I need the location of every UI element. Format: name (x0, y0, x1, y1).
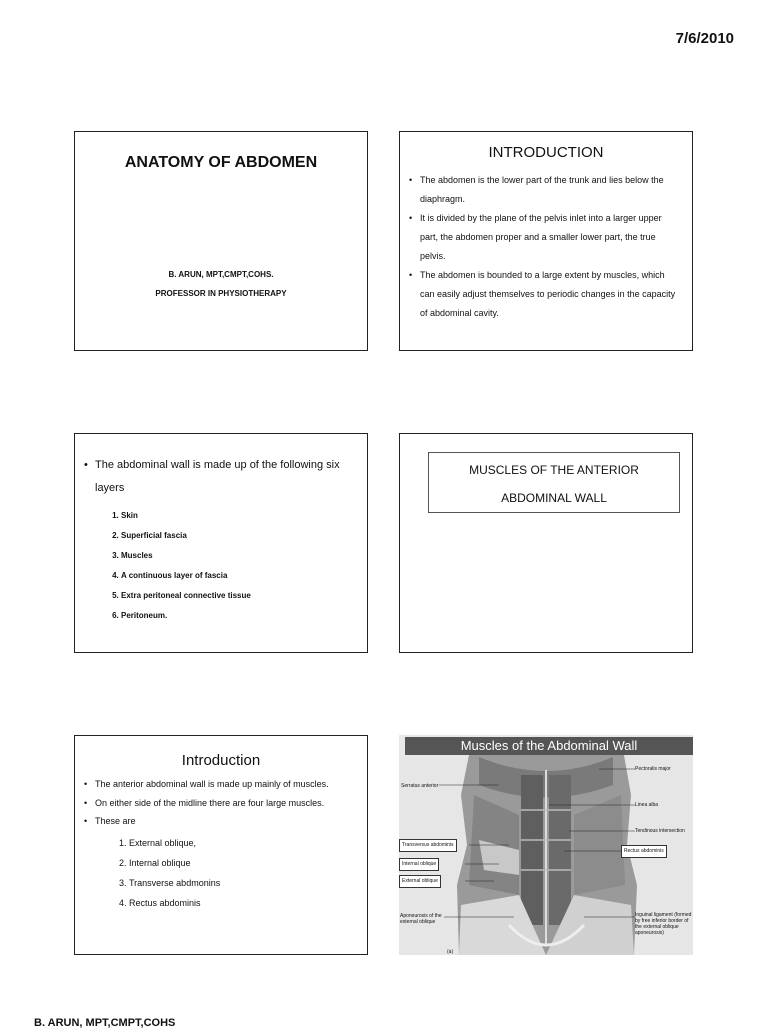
slide-title: ANATOMY OF ABDOMEN (124, 154, 318, 171)
list-item: 1. External oblique, (129, 833, 367, 853)
label-inguinal: Inguinal ligament (formed by free inferior border of the external oblique aponeurosis) (635, 912, 692, 936)
label-internal-oblique: Internal oblique (399, 858, 439, 871)
slide-title: Introduction (181, 752, 261, 769)
slide-introduction-muscles (74, 735, 368, 955)
list-item: • It is divided by the plane of the pelvis inlet into a larger upper part, the abdomen proper and a smaller lower part, the true pelvis. (420, 209, 680, 266)
label-tendinous: Tendinous intersection (635, 828, 685, 834)
slide-title: INTRODUCTION (488, 144, 604, 161)
slide-layers (74, 433, 368, 653)
list-item: 2. Superficial fascia (121, 526, 367, 546)
label-external-oblique: External oblique (399, 875, 441, 888)
list-item: 4. A continuous layer of fascia (121, 566, 367, 586)
slide-muscles-heading (399, 433, 693, 653)
slide-title-page (74, 131, 368, 351)
page-footer: B. ARUN, MPT,CMPT,COHS (34, 1017, 176, 1029)
list-item: • The abdomen is bounded to a large extent by muscles, which can easily adjust themselves to periodic changes in the capacity of abdominal cavity. (420, 266, 680, 323)
list-item: 1. Skin (121, 506, 367, 526)
illustration-title: Muscles of the Abdominal Wall (405, 737, 693, 755)
list-item: 3. Transverse abdmonins (129, 873, 367, 893)
list-item: • The abdomen is the lower part of the trunk and lies below the diaphragm. (420, 171, 680, 209)
bullet-list (75, 454, 367, 500)
title-line: ABDOMINAL WALL (501, 491, 607, 505)
label-serratus: Serratus anterior (401, 783, 439, 789)
slide-muscle-illustration (399, 735, 693, 955)
slide-title-box (428, 452, 680, 513)
author-name: B. ARUN, MPT,CMPT,COHS. (168, 270, 274, 279)
list-item: 6. Peritoneum. (121, 606, 367, 626)
author-block (75, 265, 367, 303)
list-item: • On either side of the midline there are four large muscles. (95, 794, 355, 813)
list-item: • These are (95, 812, 355, 831)
label-transversus: Transversus abdominis (399, 839, 457, 852)
list-item: 2. Internal oblique (129, 853, 367, 873)
label-aponeurosis: Aponeurosis of the external oblique (400, 913, 442, 925)
list-item: 3. Muscles (121, 546, 367, 566)
author-role: PROFESSOR IN PHYSIOTHERAPY (155, 289, 287, 298)
list-item: 4. Rectus abdominis (129, 893, 367, 913)
label-rectus: Rectus abdominis (621, 845, 667, 858)
bullet-list (400, 171, 692, 323)
list-item: • The abdominal wall is made up of the following six layers (95, 454, 355, 500)
bullet-list (75, 775, 367, 831)
page-date: 7/6/2010 (675, 30, 734, 47)
list-item: 5. Extra peritoneal connective tissue (121, 586, 367, 606)
layers-list (75, 506, 367, 626)
label-linea-alba: Linea alba (635, 802, 659, 808)
label-pectoralis: Pectoralis major (635, 766, 671, 772)
list-item: • The anterior abdominal wall is made up mainly of muscles. (95, 775, 355, 794)
muscles-list (75, 833, 367, 913)
slide-introduction (399, 131, 693, 351)
figure-label: (a) (447, 949, 454, 955)
title-line: MUSCLES OF THE ANTERIOR (469, 463, 639, 477)
